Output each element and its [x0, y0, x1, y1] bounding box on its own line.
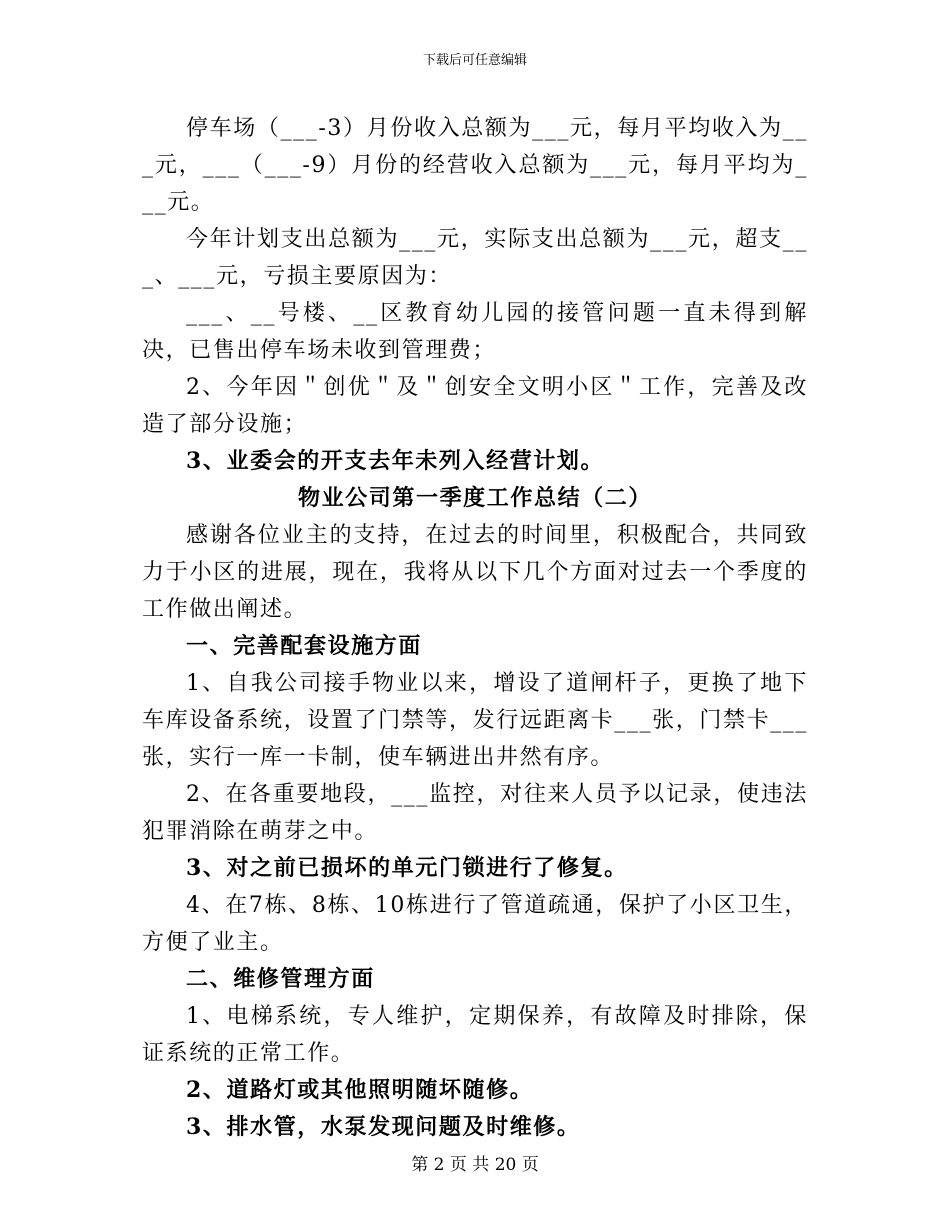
paragraph-reason-2: 2、今年因＂创优＂及＂创安全文明小区＂工作，完善及改造了部分设施； — [142, 375, 808, 437]
paragraph-expenditure: 今年计划支出总额为___元，实际支出总额为___元，超支___、___元，亏损主要原因为： — [142, 227, 808, 289]
paragraph-facilities-4: 4、在7栋、8栋、10栋进行了管道疏通，保护了小区卫生，方便了业主。 — [142, 893, 808, 955]
paragraph-maintenance-2: 2、道路灯或其他照明随坏随修。 — [186, 1077, 534, 1103]
heading-facilities: 一、完善配套设施方面 — [186, 633, 423, 659]
paragraph-parking-income: 停车场（___-3）月份收入总额为___元，每月平均收入为___元，___（___-9）月份的经营收入总额为___元，每月平均为___元。 — [142, 116, 808, 215]
paragraph-intro: 感谢各位业主的支持，在过去的时间里，积极配合，共同致力于小区的进展，现在，我将从以下几个方面对过去一个季度的工作做出阐述。 — [142, 523, 808, 622]
paragraph-facilities-2: 2、在各重要地段，___监控，对往来人员予以记录，使违法犯罪消除在萌芽之中。 — [142, 782, 808, 844]
paragraph-reason-3: 3、业委会的开支去年未列入经营计划。 — [186, 448, 605, 474]
page-header-note: 下载后可任意编辑 — [422, 53, 527, 68]
section-title: 物业公司第一季度工作总结（二） — [297, 485, 652, 511]
paragraph-maintenance-3: 3、排水管，水泵发现问题及时维修。 — [186, 1114, 581, 1140]
paragraph-facilities-3: 3、对之前已损坏的单元门锁进行了修复。 — [186, 855, 628, 881]
document-body — [142, 110, 808, 1146]
paragraph-maintenance-1: 1、电梯系统，专人维护，定期保养，有故障及时排除，保证系统的正常工作。 — [142, 1004, 808, 1066]
page-number: 第 2 页 共 20 页 — [411, 1155, 539, 1175]
paragraph-facilities-1: 1、自我公司接手物业以来，增设了道闸杆子，更换了地下车库设备系统，设置了门禁等，发行远距离卡___张，门禁卡___张，实行一库一卡制，使车辆进出井然有序。 — [142, 671, 808, 770]
heading-maintenance: 二、维修管理方面 — [186, 966, 375, 992]
paragraph-reason-1: ___、__号楼、__区教育幼儿园的接管问题一直未得到解决，已售出停车场未收到管理费； — [142, 301, 808, 363]
